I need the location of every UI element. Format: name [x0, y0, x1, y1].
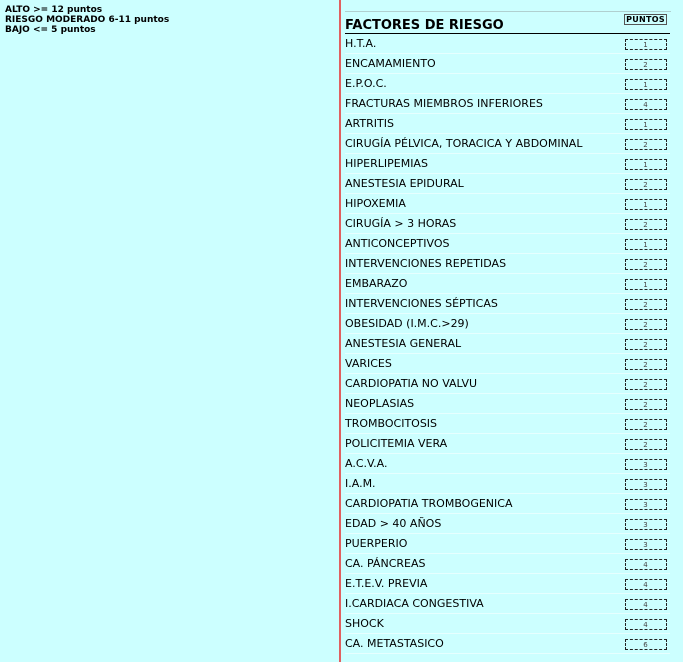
risk-factor-points-cell [621, 154, 670, 174]
risk-factor-points-cell [621, 114, 670, 134]
risk-factor-label: INTERVENCIONES REPETIDAS [345, 254, 621, 274]
table-top-border [345, 11, 671, 12]
risk-factor-label: TROMBOCITOSIS [345, 414, 621, 434]
risk-factor-label: CARDIOPATIA NO VALVU [345, 374, 621, 394]
risk-factor-points-checkbox[interactable]: 2 [625, 139, 667, 150]
risk-factor-points-checkbox[interactable]: 4 [625, 579, 667, 590]
risk-factor-points-checkbox[interactable]: 4 [625, 99, 667, 110]
risk-factor-label: CA. METASTASICO [345, 634, 621, 654]
risk-factor-points-cell [621, 534, 670, 554]
risk-factor-label: H.T.A. [345, 34, 621, 54]
risk-factor-points-cell [621, 354, 670, 374]
risk-factor-points-cell [621, 394, 670, 414]
table-row [345, 94, 670, 114]
risk-factor-points-checkbox[interactable]: 1 [625, 79, 667, 90]
risk-factor-points-cell [621, 434, 670, 454]
table-row [345, 74, 670, 94]
risk-factor-label: ENCAMAMIENTO [345, 54, 621, 74]
risk-factor-label: CIRUGÍA PÉLVICA, TORACICA Y ABDOMINAL [345, 134, 621, 154]
table-row [345, 274, 670, 294]
table-row [345, 434, 670, 454]
risk-factor-points-cell [621, 474, 670, 494]
table-row [345, 634, 670, 654]
risk-factor-label: EDAD > 40 AÑOS [345, 514, 621, 534]
risk-factor-points-cell [621, 494, 670, 514]
risk-factor-points-checkbox[interactable]: 2 [625, 179, 667, 190]
risk-factor-label: CIRUGÍA > 3 HORAS [345, 214, 621, 234]
table-row [345, 334, 670, 354]
risk-factor-points-checkbox[interactable]: 2 [625, 379, 667, 390]
risk-factor-label: SHOCK [345, 614, 621, 634]
risk-factor-points-checkbox[interactable]: 3 [625, 539, 667, 550]
risk-factor-label: POLICITEMIA VERA [345, 434, 621, 454]
risk-factor-label: ANESTESIA GENERAL [345, 334, 621, 354]
table-row [345, 574, 670, 594]
risk-factor-points-cell [621, 554, 670, 574]
table-row [345, 614, 670, 634]
risk-factor-points-checkbox[interactable]: 6 [625, 639, 667, 650]
risk-factor-label: NEOPLASIAS [345, 394, 621, 414]
risk-factor-points-cell [621, 254, 670, 274]
risk-factor-points-checkbox[interactable]: 2 [625, 319, 667, 330]
risk-factor-label: E.P.O.C. [345, 74, 621, 94]
risk-factor-points-checkbox[interactable]: 1 [625, 159, 667, 170]
risk-factor-points-cell [621, 174, 670, 194]
table-row [345, 474, 670, 494]
risk-factor-points-cell [621, 274, 670, 294]
risk-factors-body [345, 34, 670, 654]
risk-factor-points-cell [621, 294, 670, 314]
risk-factor-points-checkbox[interactable]: 3 [625, 459, 667, 470]
risk-factor-points-checkbox[interactable]: 1 [625, 239, 667, 250]
risk-factor-points-cell [621, 594, 670, 614]
risk-factor-points-cell [621, 74, 670, 94]
risk-factor-points-cell [621, 454, 670, 474]
risk-factor-label: CA. PÁNCREAS [345, 554, 621, 574]
risk-factor-points-checkbox[interactable]: 2 [625, 219, 667, 230]
risk-factor-points-checkbox[interactable]: 4 [625, 559, 667, 570]
table-row [345, 154, 670, 174]
table-row [345, 494, 670, 514]
table-row [345, 174, 670, 194]
risk-factor-label: CARDIOPATIA TROMBOGENICA [345, 494, 621, 514]
risk-factor-label: I.CARDIACA CONGESTIVA [345, 594, 621, 614]
table-row [345, 134, 670, 154]
risk-factor-points-cell [621, 314, 670, 334]
risk-factor-points-checkbox[interactable]: 1 [625, 119, 667, 130]
risk-factor-points-checkbox[interactable]: 2 [625, 259, 667, 270]
risk-factor-points-checkbox[interactable]: 3 [625, 499, 667, 510]
table-row [345, 534, 670, 554]
risk-factor-points-cell [621, 574, 670, 594]
risk-factor-points-checkbox[interactable]: 4 [625, 619, 667, 630]
risk-factor-points-checkbox[interactable]: 2 [625, 439, 667, 450]
risk-factor-points-cell [621, 374, 670, 394]
risk-factor-points-checkbox[interactable]: 2 [625, 299, 667, 310]
risk-factor-points-checkbox[interactable]: 1 [625, 279, 667, 290]
table-row [345, 194, 670, 214]
table-row [345, 514, 670, 534]
table-row [345, 594, 670, 614]
risk-factor-points-checkbox[interactable]: 1 [625, 39, 667, 50]
right-frame [341, 0, 683, 662]
risk-factor-label: VARICES [345, 354, 621, 374]
header-puntos [621, 13, 670, 34]
risk-factor-points-checkbox[interactable]: 3 [625, 479, 667, 490]
risk-factor-label: I.A.M. [345, 474, 621, 494]
table-row [345, 214, 670, 234]
risk-legend [5, 5, 169, 35]
risk-factor-points-cell [621, 634, 670, 654]
risk-factor-label: OBESIDAD (I.M.C.>29) [345, 314, 621, 334]
risk-factors-table [345, 13, 670, 654]
risk-factor-points-cell [621, 234, 670, 254]
risk-factor-points-cell [621, 134, 670, 154]
risk-factor-label: E.T.E.V. PREVIA [345, 574, 621, 594]
risk-factor-label: PUERPERIO [345, 534, 621, 554]
risk-factor-points-checkbox[interactable]: 2 [625, 59, 667, 70]
risk-factor-label: EMBARAZO [345, 274, 621, 294]
risk-factor-points-checkbox[interactable]: 2 [625, 419, 667, 430]
legend-moderado: RIESGO MODERADO 6-11 puntos [5, 15, 170, 25]
legend-alto: ALTO >= 12 puntos [5, 5, 103, 15]
table-row [345, 374, 670, 394]
legend-bajo: BAJO <= 5 puntos [5, 25, 96, 35]
risk-factor-points-cell [621, 194, 670, 214]
risk-factor-points-cell [621, 414, 670, 434]
header-puntos-label: PUNTOS [626, 15, 665, 24]
risk-factor-points-cell [621, 514, 670, 534]
table-row [345, 294, 670, 314]
risk-factor-points-cell [621, 614, 670, 634]
risk-factor-points-checkbox[interactable]: 2 [625, 359, 667, 370]
risk-factor-points-checkbox[interactable]: 1 [625, 199, 667, 210]
risk-factor-label: ANESTESIA EPIDURAL [345, 174, 621, 194]
left-frame [0, 0, 339, 662]
risk-factor-points-cell [621, 334, 670, 354]
risk-factor-label: INTERVENCIONES SÉPTICAS [345, 294, 621, 314]
risk-factor-points-cell [621, 94, 670, 114]
header-factores: FACTORES DE RIESGO [345, 13, 621, 34]
risk-factor-points-checkbox[interactable]: 2 [625, 399, 667, 410]
risk-factor-points-checkbox[interactable]: 3 [625, 519, 667, 530]
risk-factor-points-cell [621, 34, 670, 54]
table-header-row [345, 13, 670, 34]
risk-factor-points-cell [621, 54, 670, 74]
table-row [345, 54, 670, 74]
table-row [345, 234, 670, 254]
risk-factor-points-checkbox[interactable]: 4 [625, 599, 667, 610]
risk-factor-points-checkbox[interactable]: 2 [625, 339, 667, 350]
table-row [345, 454, 670, 474]
table-row [345, 394, 670, 414]
risk-factor-label: ARTRITIS [345, 114, 621, 134]
table-row [345, 314, 670, 334]
table-row [345, 34, 670, 54]
risk-factor-points-cell [621, 214, 670, 234]
risk-factor-label: HIPERLIPEMIAS [345, 154, 621, 174]
table-row [345, 114, 670, 134]
risk-factor-label: A.C.V.A. [345, 454, 621, 474]
risk-factor-label: ANTICONCEPTIVOS [345, 234, 621, 254]
table-row [345, 354, 670, 374]
table-row [345, 554, 670, 574]
table-row [345, 254, 670, 274]
table-row [345, 414, 670, 434]
risk-factor-label: HIPOXEMIA [345, 194, 621, 214]
risk-factor-label: FRACTURAS MIEMBROS INFERIORES [345, 94, 621, 114]
